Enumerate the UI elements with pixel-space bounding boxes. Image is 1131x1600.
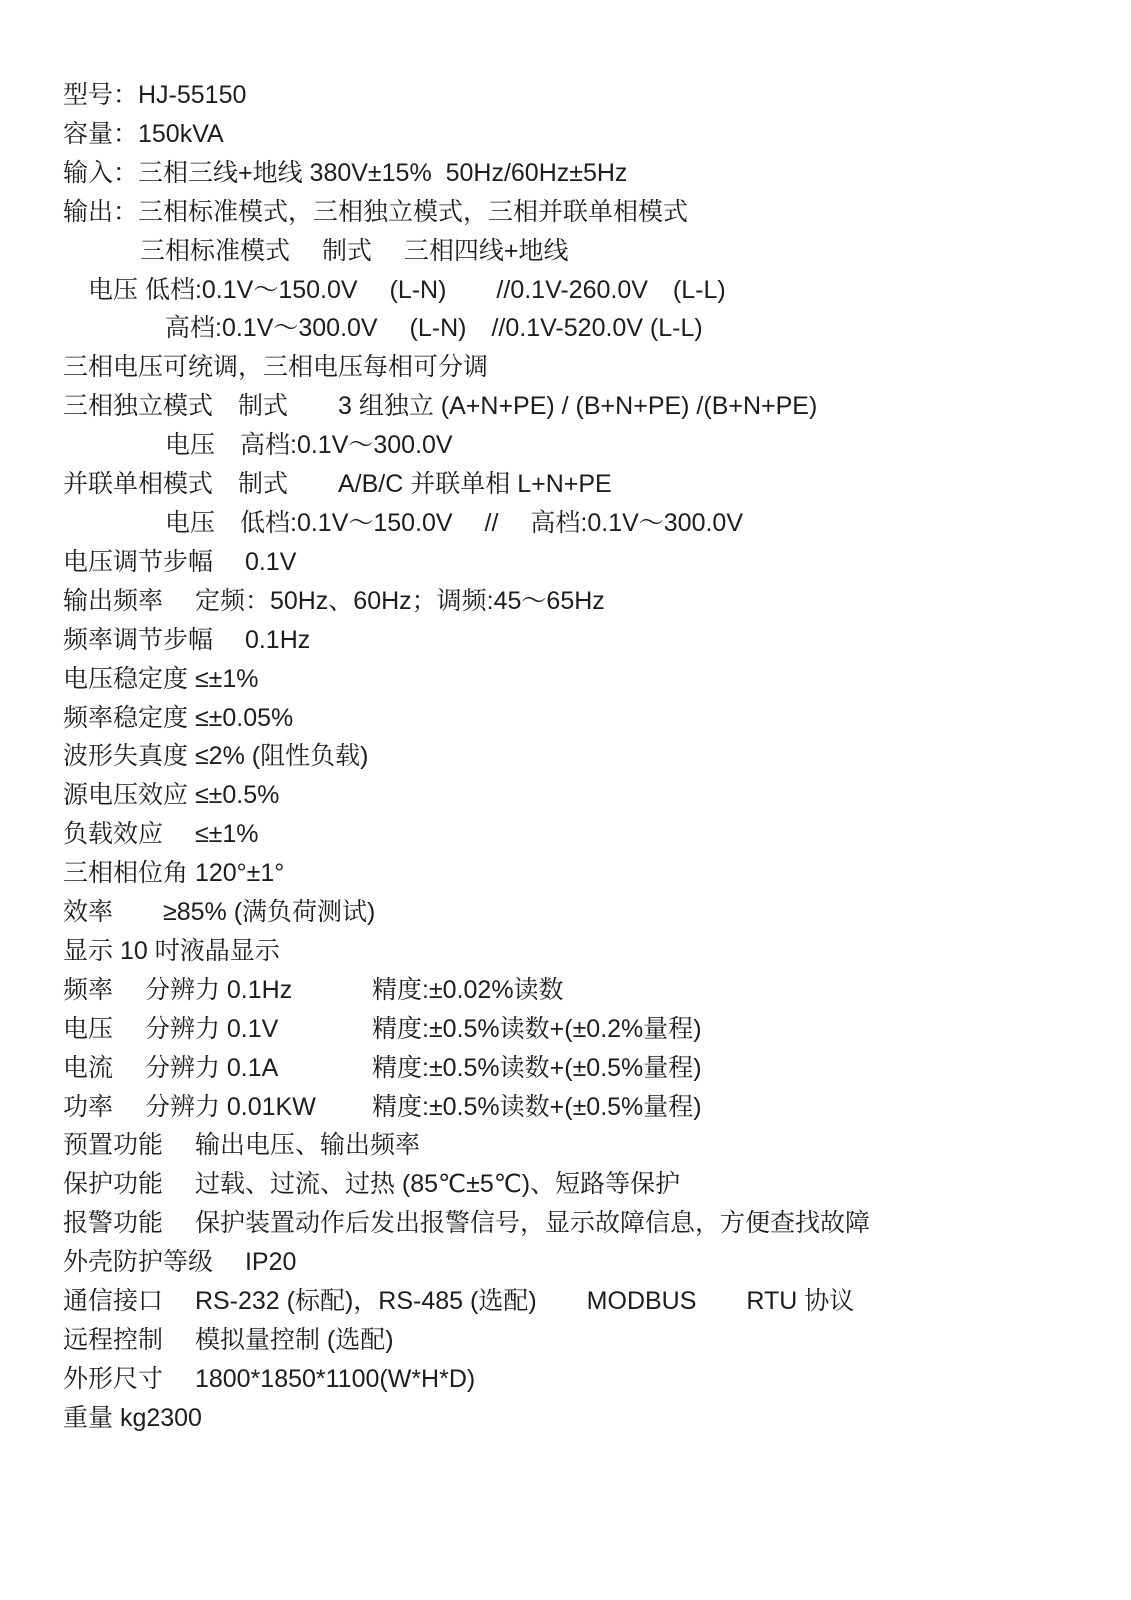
spec-line-text: 输出：三相标准模式，三相独立模式，三相并联单相模式: [63, 197, 689, 226]
spec-line: [63, 1321, 1101, 1360]
spec-line-text: 频率稳定度 ≤±0.05%: [63, 703, 294, 732]
spec-line: [63, 1010, 1101, 1049]
spec-line: [63, 932, 1101, 971]
spec-line: [63, 387, 1101, 426]
spec-line-text: 波形失真度 ≤2% (阻性负载): [63, 742, 369, 771]
spec-line-text: 电压 低档:0.1V～150.0V // 高档:0.1V～300.0V: [165, 508, 744, 537]
spec-line-precision: 精度:±0.02%读数: [372, 975, 564, 1004]
spec-line-text: 保护功能 过载、过流、过热 (85℃±5℃)、短路等保护: [63, 1170, 681, 1199]
spec-line-text: 负载效应 ≤±1%: [63, 820, 259, 849]
spec-line: [63, 1282, 1101, 1321]
spec-line-text: 输入：三相三线+地线 380V±15% 50Hz/60Hz±5Hz: [63, 158, 628, 187]
spec-line-text: 电压 高档:0.1V～300.0V: [165, 431, 453, 460]
spec-line: [63, 76, 1101, 115]
spec-line-text: 三相电压可统调，三相电压每相可分调: [63, 353, 489, 382]
spec-line: [63, 1360, 1101, 1399]
spec-line-text: 电压调节步幅 0.1V: [63, 547, 297, 576]
spec-line: [63, 348, 1101, 387]
spec-line-text: 容量：150kVA: [63, 119, 224, 148]
spec-line: [63, 154, 1101, 193]
spec-line-text: 外壳防护等级 IP20: [63, 1248, 297, 1277]
spec-line-precision: 精度:±0.5%读数+(±0.2%量程): [372, 1014, 702, 1043]
spec-line: [63, 737, 1101, 776]
spec-line: [63, 893, 1101, 932]
spec-line: [63, 621, 1101, 660]
spec-line-text: 预置功能 输出电压、输出频率: [63, 1131, 420, 1160]
spec-line-text: 三相相位角 120°±1°: [63, 859, 285, 888]
spec-line-text: 输出频率 定频：50Hz、60Hz；调频:45～65Hz: [63, 586, 605, 615]
spec-line: [63, 271, 1101, 310]
spec-line-text: 三相标准模式 制式 三相四线+地线: [140, 236, 569, 265]
spec-line: [63, 543, 1101, 582]
spec-line-text: 功率 分辨力 0.01KW: [63, 1092, 316, 1121]
spec-line-text: 电压 分辨力 0.1V: [63, 1014, 279, 1043]
spec-line-text: 报警功能 保护装置动作后发出报警信号，显示故障信息，方便查找故障: [63, 1209, 870, 1238]
spec-line: [63, 1204, 1101, 1243]
spec-line: [63, 232, 1101, 271]
spec-line: [63, 426, 1101, 465]
spec-line-text: 并联单相模式 制式 A/B/C 并联单相 L+N+PE: [63, 470, 612, 499]
spec-lines: [63, 76, 1101, 1438]
spec-line-text: 重量 kg2300: [63, 1403, 202, 1432]
spec-line: [63, 660, 1101, 699]
spec-line: [63, 776, 1101, 815]
spec-line: [63, 193, 1101, 232]
spec-line-text: 显示 10 吋液晶显示: [63, 936, 280, 965]
spec-line: [63, 504, 1101, 543]
spec-line-text: 高档:0.1V～300.0V (L-N) //0.1V-520.0V (L-L): [165, 314, 703, 343]
spec-line: [63, 699, 1101, 738]
spec-line: [63, 854, 1101, 893]
spec-line-text: 通信接口 RS-232 (标配)，RS-485 (选配) MODBUS RTU 协议: [63, 1287, 855, 1316]
spec-line-text: 电流 分辨力 0.1A: [63, 1053, 279, 1082]
spec-line-text: 频率调节步幅 0.1Hz: [63, 625, 311, 654]
spec-line: [63, 115, 1101, 154]
spec-line: [63, 1165, 1101, 1204]
spec-line: [63, 815, 1101, 854]
spec-line: [63, 582, 1101, 621]
spec-line: [63, 1399, 1101, 1438]
spec-line: [63, 1088, 1101, 1127]
spec-line-precision: 精度:±0.5%读数+(±0.5%量程): [372, 1092, 702, 1121]
spec-line-precision: 精度:±0.5%读数+(±0.5%量程): [372, 1053, 702, 1082]
spec-line-text: 电压稳定度 ≤±1%: [63, 664, 259, 693]
spec-line: [63, 971, 1101, 1010]
spec-line-text: 远程控制 模拟量控制 (选配): [63, 1326, 394, 1354]
spec-line: [63, 1049, 1101, 1088]
spec-line-text: 效率 ≥85% (满负荷测试): [63, 898, 376, 927]
spec-line-text: 电压 低档:0.1V～150.0V (L-N) //0.1V-260.0V (L-L): [88, 275, 726, 304]
spec-line: [63, 1126, 1101, 1165]
spec-line-text: 频率 分辨力 0.1Hz: [63, 975, 293, 1004]
spec-line-text: 源电压效应 ≤±0.5%: [63, 781, 280, 810]
spec-line-text: 三相独立模式 制式 3 组独立 (A+N+PE) / (B+N+PE) /(B+N+PE): [63, 392, 818, 421]
spec-line: [63, 309, 1101, 348]
spec-line-text: 型号：HJ-55150: [63, 81, 247, 109]
spec-line: [63, 465, 1101, 504]
spec-line-text: 外形尺寸 1800*1850*1100(W*H*D): [63, 1364, 476, 1393]
spec-line: [63, 1243, 1101, 1282]
